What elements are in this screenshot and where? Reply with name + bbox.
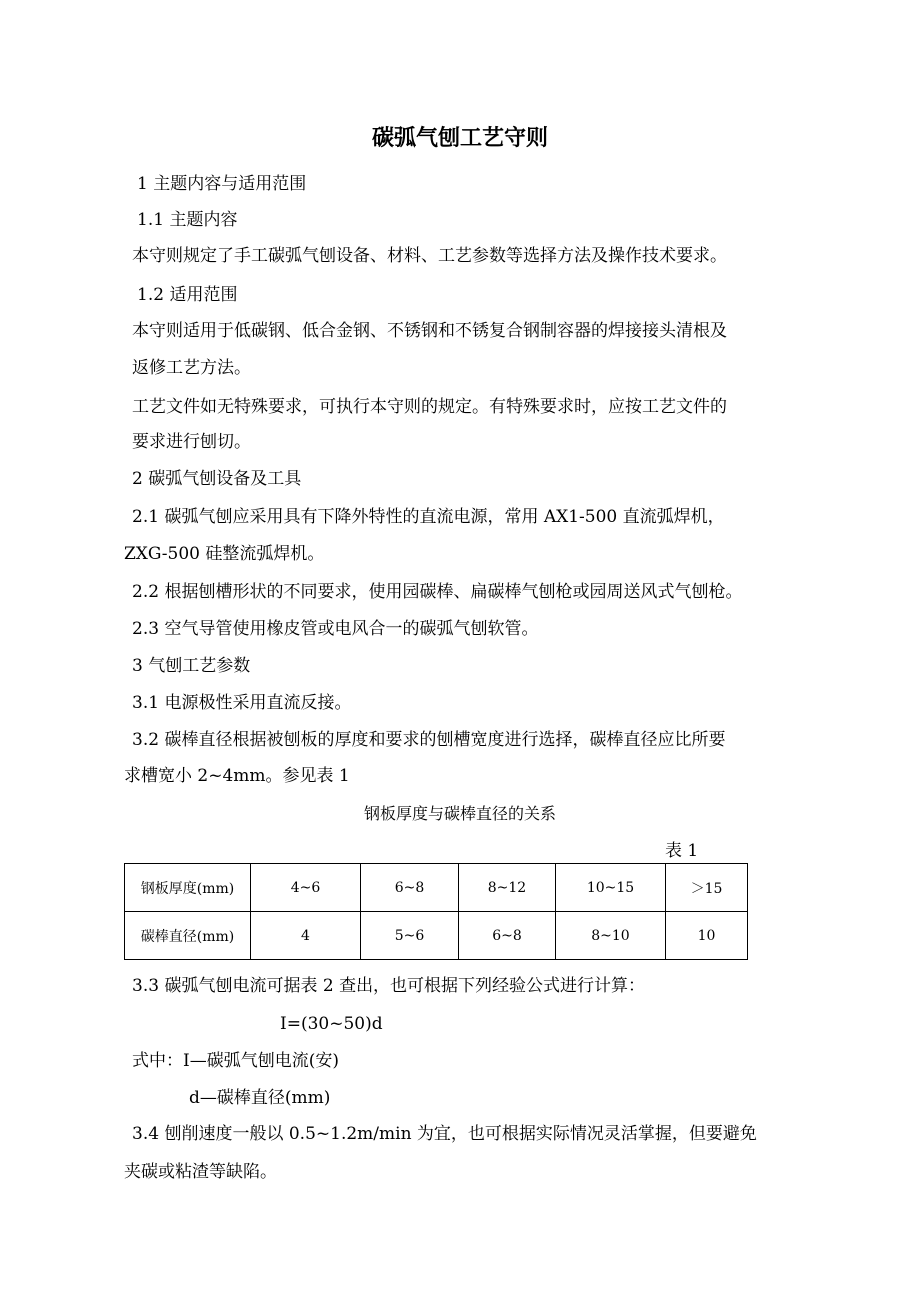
table-cell: 6~8: [361, 864, 459, 912]
heading-1-1: 1.1 主题内容: [137, 210, 238, 230]
paragraph: 3.2 碳棒直径根据被刨板的厚度和要求的刨槽宽度进行选择，碳棒直径应比所要: [132, 730, 726, 750]
row-header: 碳棒直径(mm): [125, 912, 251, 960]
table-cell: 6~8: [459, 912, 556, 960]
heading-3: 3 气刨工艺参数: [132, 656, 251, 676]
paragraph: 本守则规定了手工碳弧气刨设备、材料、工艺参数等选择方法及操作技术要求。: [132, 246, 727, 266]
table-cell: 8~12: [459, 864, 556, 912]
paragraph: 工艺文件如无特殊要求，可执行本守则的规定。有特殊要求时，应按工艺文件的: [132, 397, 727, 417]
table-cell: 4: [251, 912, 361, 960]
paragraph: 3.4 刨削速度一般以 0.5~1.2m/min 为宜，也可根据实际情况灵活掌握，但要避免: [132, 1124, 757, 1144]
paragraph: 2.3 空气导管使用橡皮管或电风合一的碳弧气刨软管。: [132, 619, 539, 639]
paragraph: 2.2 根据刨槽形状的不同要求，使用园碳棒、扁碳棒气刨枪或园周送风式气刨枪。: [132, 582, 743, 602]
paragraph-continued: 求槽宽小 2~4mm。参见表 1: [124, 766, 350, 786]
table-cell: 10~15: [556, 864, 666, 912]
paragraph: 3.1 电源极性采用直流反接。: [132, 693, 352, 713]
table-label: 表 1: [665, 841, 699, 861]
paragraph-continued: 返修工艺方法。: [132, 358, 251, 378]
paragraph: 3.3 碳弧气刨电流可据表 2 查出，也可根据下列经验公式进行计算：: [132, 976, 646, 996]
table-cell: 4~6: [251, 864, 361, 912]
table-row: [125, 912, 748, 960]
formula: I=(30~50)d: [280, 1014, 383, 1034]
paragraph: 2.1 碳弧气刨应采用具有下降外特性的直流电源，常用 AX1-500 直流弧焊机，: [132, 507, 725, 527]
table-caption: 钢板厚度与碳棒直径的关系: [363, 804, 556, 823]
table-cell: 10: [666, 912, 748, 960]
heading-2: 2 碳弧气刨设备及工具: [132, 469, 302, 489]
table-cell: ＞15: [666, 864, 748, 912]
paragraph-continued: 要求进行刨切。: [132, 432, 251, 452]
paragraph-continued: 夹碳或粘渣等缺陷。: [124, 1162, 277, 1182]
table-cell: 8~10: [556, 912, 666, 960]
paragraph-continued: ZXG-500 硅整流弧焊机。: [124, 544, 325, 564]
row-header: 钢板厚度(mm): [125, 864, 251, 912]
doc-title: 碳弧气刨工艺守则: [371, 125, 548, 151]
formula-legend: 式中：I—碳弧气刨电流(安): [132, 1051, 339, 1071]
heading-1: 1 主题内容与适用范围: [137, 174, 307, 194]
table-row: [125, 864, 748, 912]
paragraph: 本守则适用于低碳钢、低合金钢、不锈钢和不锈复合钢制容器的焊接接头清根及: [132, 321, 727, 341]
steel-carbon-table: [124, 863, 748, 960]
table-cell: 5~6: [361, 912, 459, 960]
formula-legend: d—碳棒直径(mm): [189, 1088, 331, 1108]
heading-1-2: 1.2 适用范围: [137, 285, 238, 305]
